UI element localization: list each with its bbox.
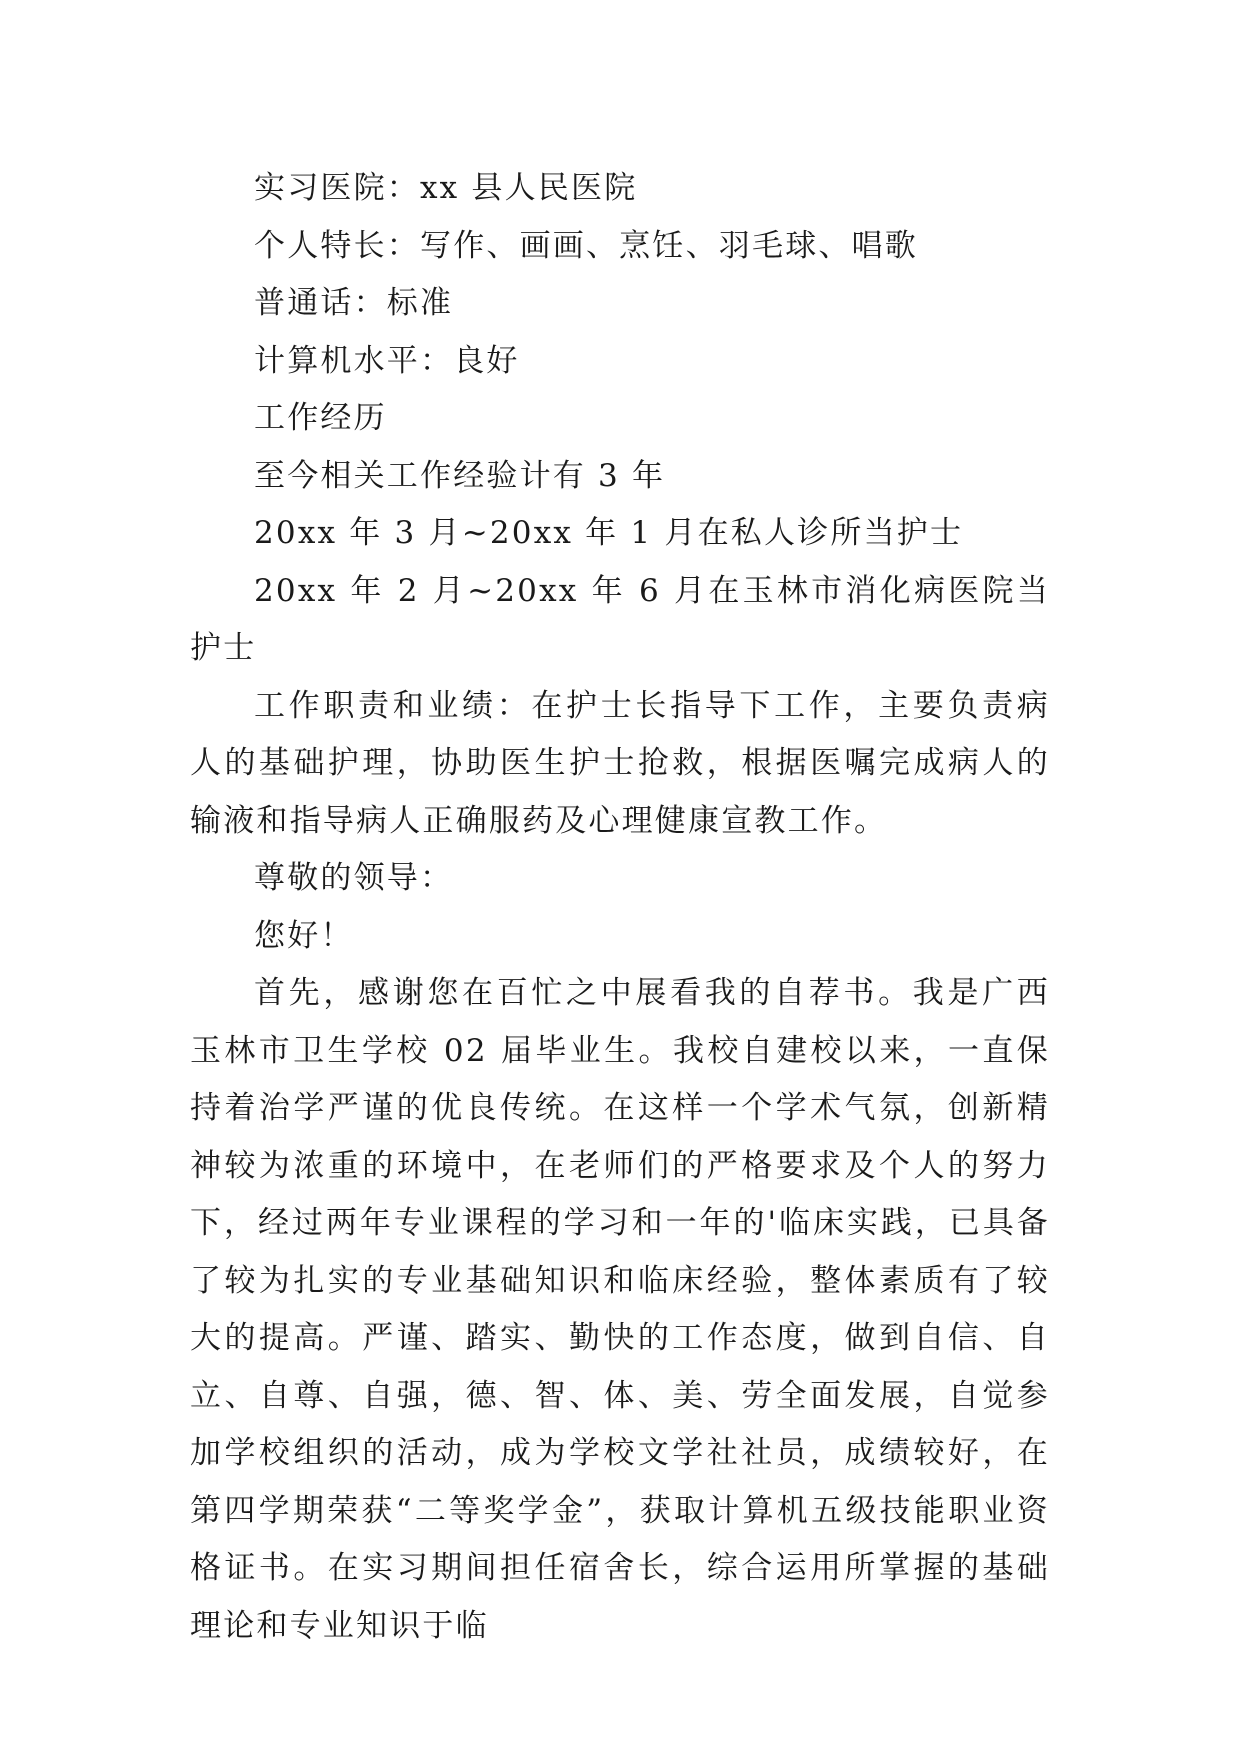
job-entry-1: 20xx 年 3 月~20xx 年 1 月在私人诊所当护士 [254, 515, 964, 551]
body-paragraph: 首先，感谢您在百忙之中展看我的自荐书。我是广西玉林市卫生学校 02 届毕业生。我校自建校以来，一直保持着治学严谨的优良传统。在这样一个学术气氛，创新精神较为浓重的环境中，在老师们的严格要求及个人的努力下，经过两年专业课程的学习和一年的'临床实践，已具备了较为扎实的专业基础知识和临床经验，整体素质有了较大的提高。严谨、踏实、勤快的工作态度，做到自信、自立、自尊、自强，德、智、体、美、劳全面发展，自觉参加学校组织的活动，成为学校文学社社员，成绩较好，在第四学期荣获“二等奖学金”，获取计算机五级技能职业资格证书。在实习期间担任宿舍长，综合运用所掌握的基础理论和专业知识于临 [190, 975, 1050, 1644]
experience-years-line: 至今相关工作经验计有 3 年 [254, 457, 666, 494]
duties-paragraph: 工作职责和业绩：在护士长指导下工作，主要负责病人的基础护理，协助医生护士抢救，根据医嘱完成病人的输液和指导病人正确服药及心理健康宣教工作。 [190, 687, 1050, 839]
work-history-heading: 工作经历 [254, 400, 387, 436]
personal-skills-line: 个人特长：写作、画画、烹饪、羽毛球、唱歌 [254, 227, 918, 264]
greeting: 您好！ [254, 917, 354, 954]
intern-hospital-line: 实习医院：xx 县人民医院 [254, 170, 638, 206]
mandarin-line: 普通话：标准 [254, 285, 454, 321]
computer-level-line: 计算机水平：良好 [254, 342, 520, 379]
document-page [190, 160, 1050, 1655]
job-entry-2: 20xx 年 2 月~20xx 年 6 月在玉林市消化病医院当护士 [190, 572, 1050, 666]
salutation: 尊敬的领导： [254, 860, 454, 896]
